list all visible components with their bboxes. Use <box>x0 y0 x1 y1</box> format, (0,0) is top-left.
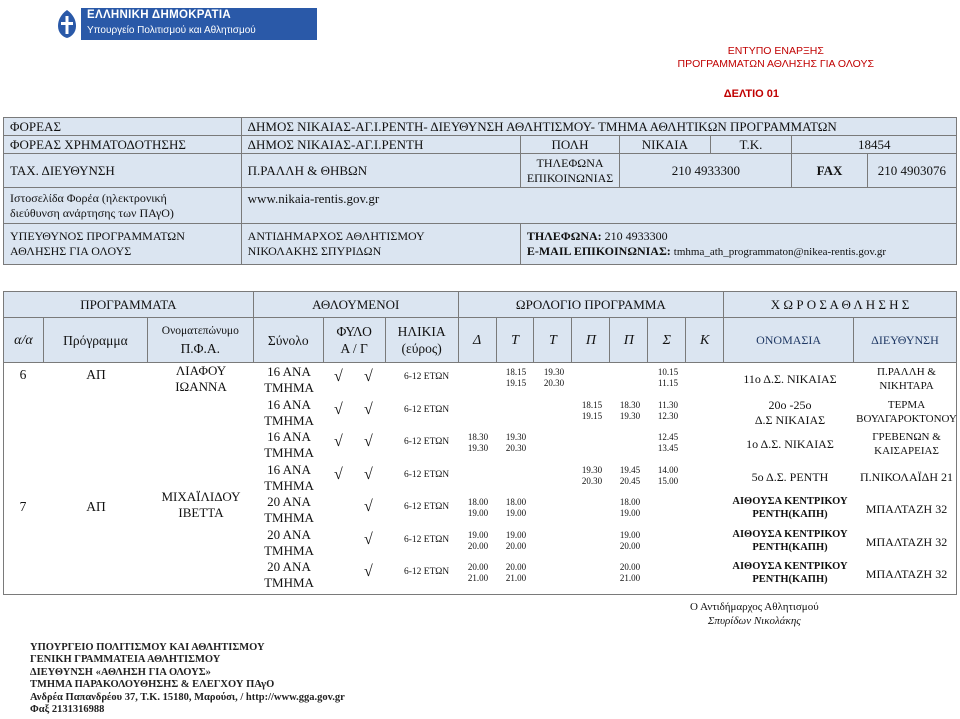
group-size: 20 ΑΝΑ ΤΜΗΜΑ <box>264 526 314 558</box>
responsible-label <box>4 224 242 265</box>
venue-address: Π.ΝΙΚΟΛΑΪΔΗ 21 <box>859 469 953 484</box>
signature-name: Σπυρίδων Νικολάκης <box>707 615 801 627</box>
signature-block <box>690 600 819 628</box>
time-slot: 12.45 13.45 <box>657 432 679 453</box>
responsible-phone-label: ΤΗΛΕΦΩΝΑ: <box>526 228 602 243</box>
check-female-icon: √ <box>364 530 373 548</box>
header-gender-line1: ΦΥΛΟ <box>336 324 372 339</box>
header-total: Σύνολο <box>253 318 323 363</box>
section-timetable: ΩΡΟΛΟΓΙΟ ΠΡΟΓΡΑΜΜΑ <box>458 292 724 318</box>
organization-info-table <box>3 117 957 265</box>
time-slot: 19.30 20.30 <box>543 367 565 388</box>
funding-label: ΦΟΡΕΑΣ ΧΡΗΜΑΤΟΔΟΤΗΣΗΣ <box>4 136 242 154</box>
check-male-icon: √ <box>334 433 343 450</box>
check-male-icon: √ <box>334 368 343 385</box>
address-label: ΤΑΧ. ΔΙΕΥΘΥΝΣΗ <box>4 154 242 188</box>
age-range: 6-12 ΕΤΩΝ <box>404 437 450 447</box>
coach-name: ΜΙΧΑΪΛΙΔΟΥ ΙΒΕΤΤΑ <box>161 489 241 520</box>
footer-line: Ανδρέα Παπανδρέου 37, Τ.Κ. 15180, Μαρούσι, / http://www.gga.gov.gr <box>30 691 345 703</box>
group-size: 20 ΑΝΑ ΤΜΗΜΑ <box>264 559 314 590</box>
time-slot: 18.30 19.30 <box>467 432 489 453</box>
time-slot: 19.30 20.30 <box>505 432 527 453</box>
check-female-icon: √ <box>364 498 373 515</box>
age-range: 6-12 ΕΤΩΝ <box>404 502 450 512</box>
responsible-value <box>241 224 520 265</box>
time-slot: 19.00 20.00 <box>467 529 489 551</box>
venue-address: ΓΡΕΒΕΝΩΝ & ΚΑΙΣΑΡΕΙΑΣ <box>872 431 941 457</box>
responsible-label-line1: ΥΠΕΥΘΥΝΟΣ ΠΡΟΓΡΑΜΜΑΤΩΝ <box>10 229 185 243</box>
website-label-line1: Ιστοσελίδα Φορέα (ηλεκτρονική <box>10 190 167 205</box>
header-day-mon: Δ <box>458 318 496 363</box>
postcode-value: 18454 <box>792 136 957 154</box>
time-slot: 10.15 11.15 <box>657 367 679 388</box>
program-type: ΑΠ <box>86 367 106 382</box>
city-value: ΝΙΚΑΙΑ <box>620 136 710 154</box>
venue-address: ΤΕΡΜΑ ΒΟΥΛΓΑΡΟΚΤΟΝΟΥ <box>856 398 957 425</box>
venue-name: 11ο Δ.Σ. ΝΙΚΑΙΑΣ <box>743 372 837 386</box>
header-day-wed: Τ <box>534 318 572 363</box>
time-slot: 11.30 12.30 <box>657 399 679 421</box>
time-slot: 18.00 19.00 <box>505 497 527 518</box>
age-range: 6-12 ΕΤΩΝ <box>404 469 450 480</box>
check-female-icon: √ <box>364 400 373 418</box>
venue-name: ΑΙΘΟΥΣΑ ΚΕΝΤΡΙΚΟΥ ΡΕΝΤΗ(ΚΑΠΗ) <box>732 561 848 585</box>
header-name-line1: Ονοματεπώνυμο <box>161 325 239 337</box>
header-age <box>385 318 458 363</box>
phones-label-line1: ΤΗΛΕΦΩΝΑ <box>536 155 604 170</box>
schedule-table <box>3 291 957 595</box>
foreas-label: ΦΟΡΕΑΣ <box>4 118 242 136</box>
bulletin-number: ΔΕΛΤΙΟ 01 <box>723 88 779 100</box>
website-label <box>4 188 242 224</box>
venue-address: Π.ΡΑΛΛΗ & ΝΙΚΗΤΑΡΑ <box>877 366 936 392</box>
age-range: 6-12 ΕΤΩΝ <box>404 534 450 545</box>
form-title-line1: ΕΝΤΥΠΟ ΕΝΑΡΞΗΣ <box>727 45 824 57</box>
header-name <box>147 318 253 363</box>
venue-name: ΑΙΘΟΥΣΑ ΚΕΝΤΡΙΚΟΥ ΡΕΝΤΗ(ΚΑΠΗ) <box>732 528 848 553</box>
responsible-phone-value: 210 4933300 <box>604 228 668 243</box>
group-size: 16 ΑΝΑ ΤΜΗΜΑ <box>264 429 314 460</box>
venue-name: 5ο Δ.Σ. ΡΕΝΤΗ <box>751 469 829 484</box>
greek-emblem-icon <box>55 9 79 39</box>
time-slot: 20.00 21.00 <box>619 562 641 583</box>
check-female-icon: √ <box>364 465 373 483</box>
funding-value: ΔΗΜΟΣ ΝΙΚΑΙΑΣ-ΑΓ.Ι.ΡΕΝΤΗ <box>241 136 520 154</box>
time-slot: 19.00 20.00 <box>505 529 527 551</box>
logo-subtitle: Υπουργείο Πολιτισμού και Αθλητισμού <box>87 25 256 36</box>
section-venue: Χ Ω Ρ Ο Σ Α Θ Λ Η Σ Η Σ <box>724 292 957 318</box>
age-range: 6-12 ΕΤΩΝ <box>404 404 450 415</box>
group-size: 16 ΑΝΑ ΤΜΗΜΑ <box>264 396 314 428</box>
website-label-line2: διεύθυνση ανάρτησης των ΠΑγΟ) <box>10 205 174 220</box>
time-slot: 18.15 19.15 <box>581 399 603 421</box>
postcode-label: Τ.Κ. <box>710 136 792 154</box>
age-range: 6-12 ΕΤΩΝ <box>404 567 450 577</box>
foreas-value: ΔΗΜΟΣ ΝΙΚΑΙΑΣ-ΑΓ.Ι.ΡΕΝΤΗ- ΔΙΕΥΘΥΝΣΗ ΑΘΛΗΤΙΣΜΟΥ- ΤΜΗΜΑ ΑΘΛΗΤΙΚΩΝ ΠΡΟΓΡΑΜΜΑΤΩΝ <box>241 118 956 136</box>
phones-value: 210 4933300 <box>620 154 792 188</box>
check-male-icon: √ <box>334 465 343 483</box>
fax-value: 210 4903076 <box>867 154 956 188</box>
header-day-sun: Κ <box>686 318 724 363</box>
time-slot: 19.30 20.30 <box>581 464 603 486</box>
age-range: 6-12 ΕΤΩΝ <box>404 372 450 382</box>
venue-name: 1ο Δ.Σ. ΝΙΚΑΙΑΣ <box>746 437 834 451</box>
header-day-fri: Π <box>610 318 648 363</box>
group-size: 16 ΑΝΑ ΤΜΗΜΑ <box>264 364 314 395</box>
phones-label <box>520 154 619 188</box>
phones-label-line2: ΕΠΙΚΟΙΝΩΝΙΑΣ <box>526 170 614 185</box>
responsible-email-link[interactable]: tmhma_ath_programmaton@nikea-rentis.gov.gr <box>673 245 887 258</box>
responsible-name: ΝΙΚΟΛΑΚΗΣ ΣΠΥΡΙΔΩΝ <box>247 244 382 258</box>
city-label: ΠΟΛΗ <box>520 136 619 154</box>
group-size: 16 ΑΝΑ ΤΜΗΜΑ <box>264 461 314 493</box>
time-slot: 18.30 19.30 <box>619 399 641 421</box>
coach-name: ΛΙΑΦΟΥ ΙΩΑΝΝΑ <box>175 363 227 394</box>
venue-address: ΜΠΑΛΤΑΖΗ 32 <box>865 502 948 516</box>
ministry-footer <box>30 642 345 716</box>
time-slot: 19.45 20.45 <box>619 464 641 486</box>
venue-address: ΜΠΑΛΤΑΖΗ 32 <box>865 534 948 549</box>
check-female-icon: √ <box>364 368 373 385</box>
footer-line: ΥΠΟΥΡΓΕΙΟ ΠΟΛΙΤΙΣΜΟΥ ΚΑΙ ΑΘΛΗΤΙΣΜΟΥ <box>30 642 265 653</box>
signature-title: Ο Αντιδήμαρχος Αθλητισμού <box>690 601 819 613</box>
header-gender-line2: Α / Γ <box>340 341 368 356</box>
header-gender <box>323 318 385 363</box>
greek-republic-logo <box>55 8 317 42</box>
header-age-line2: (εύρος) <box>401 341 442 356</box>
header-day-sat: Σ <box>648 318 686 363</box>
header-name-line2: Π.Φ.Α. <box>180 341 221 356</box>
section-programs: ΠΡΟΓΡΑΜΜΑΤΑ <box>4 292 254 318</box>
header-day-thu: Π <box>572 318 610 363</box>
schedule-body <box>4 363 957 595</box>
logo-title: ΕΛΛΗΝΙΚΗ ΔΗΜΟΚΡΑΤΙΑ <box>87 9 231 21</box>
time-slot: 20.00 21.00 <box>505 562 527 583</box>
header-aa: α/α <box>4 318 44 363</box>
row-number: 6 <box>19 367 27 382</box>
header-age-line1: ΗΛΙΚΙΑ <box>397 324 446 339</box>
responsible-title: ΑΝΤΙΔΗΜΑΡΧΟΣ ΑΘΛΗΤΙΣΜΟΥ <box>247 229 425 243</box>
footer-line: Φαξ 2131316988 <box>30 704 105 716</box>
check-female-icon: √ <box>364 563 373 580</box>
group-size: 20 ΑΝΑ ΤΜΗΜΑ <box>264 494 314 525</box>
header-day-tue: Τ <box>496 318 534 363</box>
header-venue-address: ΔΙΕΥΘΥΝΣΗ <box>854 318 957 363</box>
responsible-email-label: E-MAIL ΕΠΙΚΟΙΝΩΝΙΑΣ: <box>526 243 671 258</box>
venue-name: ΑΙΘΟΥΣΑ ΚΕΝΤΡΙΚΟΥ ΡΕΝΤΗ(ΚΑΠΗ) <box>732 496 848 520</box>
address-value: Π.ΡΑΛΛΗ & ΘΗΒΩΝ <box>241 154 520 188</box>
time-slot: 18.00 19.00 <box>467 497 489 518</box>
time-slot: 20.00 21.00 <box>467 562 489 583</box>
footer-line: ΓΕΝΙΚΗ ΓΡΑΜΜΑΤΕΙΑ ΑΘΛΗΤΙΣΜΟΥ <box>30 654 221 666</box>
row-number: 7 <box>19 499 27 514</box>
footer-line: ΔΙΕΥΘΥΝΣΗ «ΑΘΛΗΣΗ ΓΙΑ ΟΛΟΥΣ» <box>30 666 211 678</box>
responsible-contact <box>520 224 956 265</box>
footer-line: ΤΜΗΜΑ ΠΑΡΑΚΟΛΟΥΘΗΣΗΣ & ΕΛΕΓΧΟΥ ΠΑγΟ <box>30 679 275 691</box>
time-slot: 19.00 20.00 <box>619 529 641 551</box>
header-program: Πρόγραμμα <box>43 318 147 363</box>
section-athletes: ΑΘΛΟΥΜΕΝΟΙ <box>253 292 458 318</box>
form-title <box>678 45 874 71</box>
responsible-label-line2: ΑΘΛΗΣΗΣ ΓΙΑ ΟΛΟΥΣ <box>10 244 132 258</box>
check-female-icon: √ <box>364 433 373 450</box>
time-slot: 18.00 19.00 <box>619 497 641 518</box>
check-male-icon: √ <box>334 400 343 418</box>
venue-address: ΜΠΑΛΤΑΖΗ 32 <box>865 567 948 581</box>
form-title-line2: ΠΡΟΓΡΑΜΜΑΤΩΝ ΑΘΛΗΣΗΣ ΓΙΑ ΟΛΟΥΣ <box>677 58 874 70</box>
venue-name: 20ο -25ο Δ.Σ ΝΙΚΑΙΑΣ <box>754 397 826 427</box>
time-slot: 18.15 19.15 <box>505 367 527 388</box>
header-venue-name: ΟΝΟΜΑΣΙΑ <box>724 318 854 363</box>
fax-label: FAX <box>792 154 867 188</box>
website-link[interactable]: www.nikaia-rentis.gov.gr <box>241 188 956 224</box>
time-slot: 14.00 15.00 <box>657 464 679 486</box>
program-type: ΑΠ <box>86 499 106 514</box>
